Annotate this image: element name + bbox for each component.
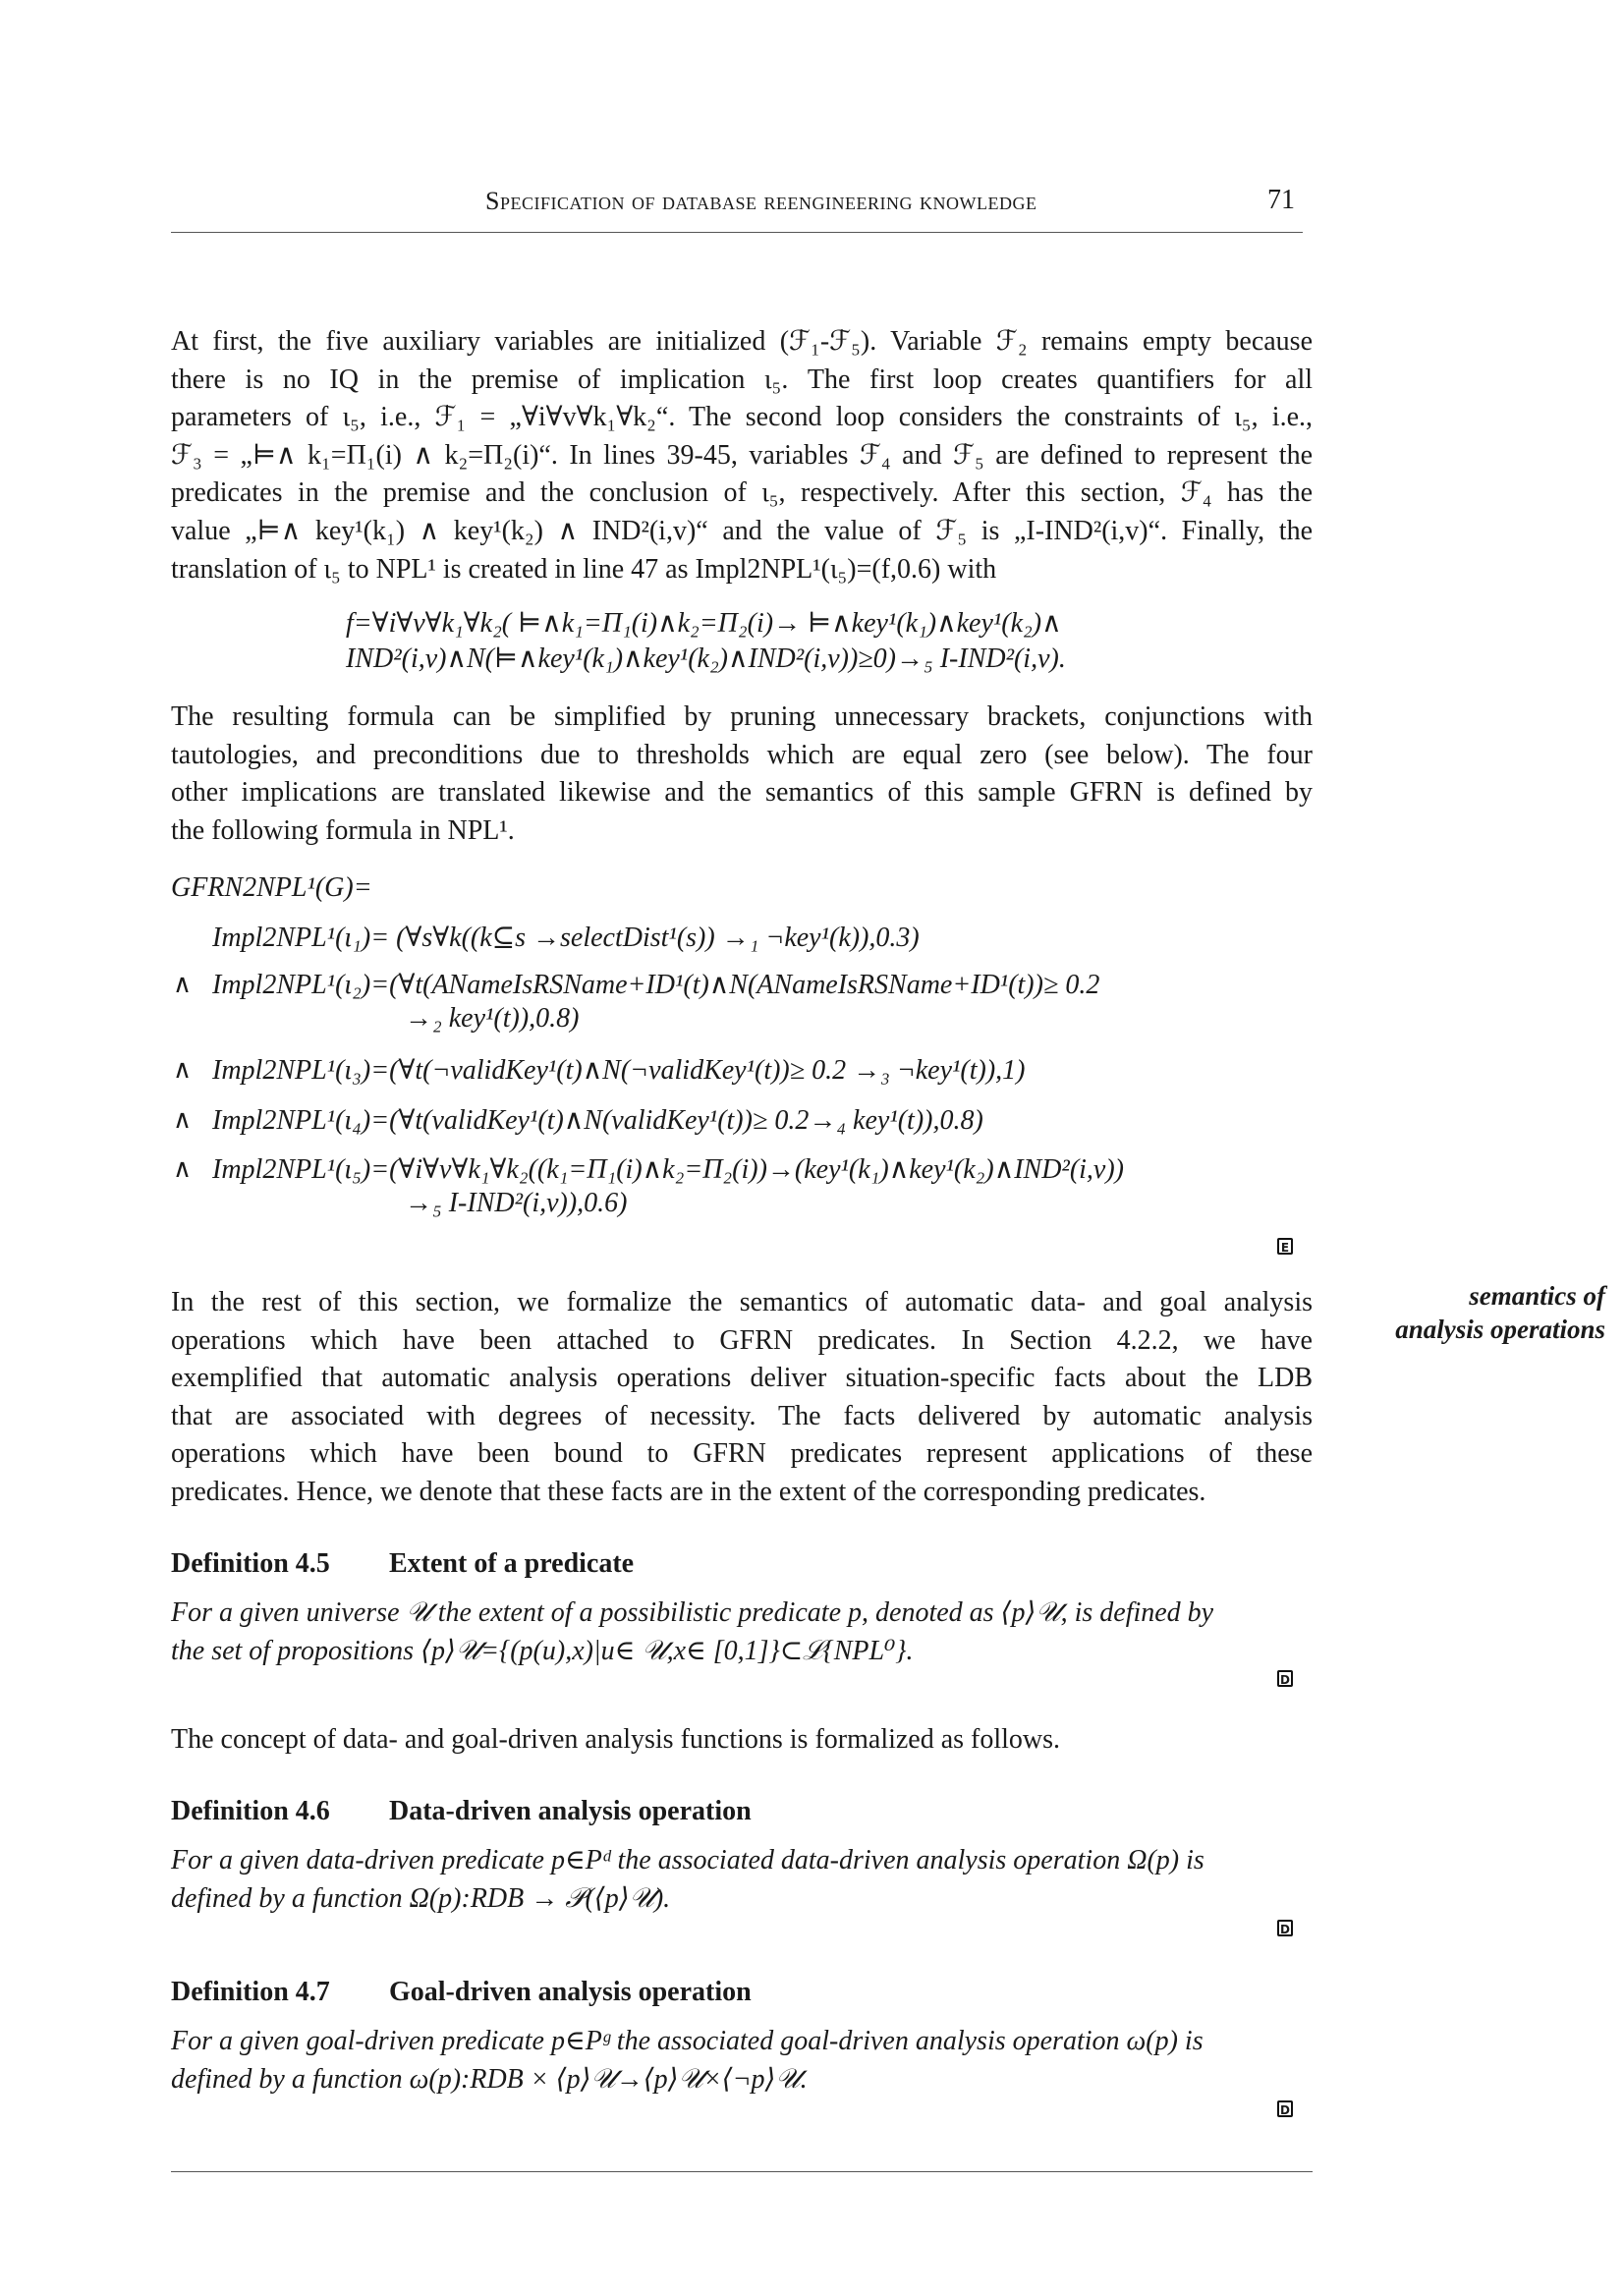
impl-5-line2: →₅ I-IND²(i,v)),0.6)	[405, 1188, 628, 1218]
formula-f-line2: IND²(i,v)∧N(⊨∧key¹(k₁)∧key¹(k₂)∧IND²(i,v))≥0)→₅ I-IND²(i,v).	[346, 644, 1066, 674]
definition-line: defined by a function Ω(p):RDB → 𝒫(⟨p⟩𝒰).	[171, 1882, 671, 1914]
text-line: predicates. Hence, we denote that these facts are in the extent of the corresponding predicates.	[171, 1476, 1206, 1507]
definition-end-icon: D	[1277, 1920, 1293, 1936]
text-line: that are associated with degrees of necessity. The facts delivered by automatic analysis	[171, 1400, 1313, 1431]
margin-note	[1338, 1279, 1605, 1346]
text-line: In the rest of this section, we formalize the semantics of automatic data- and goal analysis	[171, 1287, 1313, 1317]
definition-title: Data-driven analysis operation	[389, 1796, 752, 1826]
text-line: predicates in the premise and the conclusion of ι₅, respectively. After this section, ℱ₄ has the	[171, 477, 1313, 509]
definition-body	[171, 1842, 1313, 1918]
running-title: Specification of database reengineering knowledge	[485, 187, 1037, 215]
impl-2-line1: Impl2NPL¹(ι₂)=(∀t(ANameIsRSName+ID¹(t)∧N(ANameIsRSName+ID¹(t))≥ 0.2	[212, 970, 1100, 1000]
text-line: At first, the five auxiliary variables are initialized (ℱ₁-ℱ₅). Variable ℱ₂ remains empty because	[171, 326, 1313, 357]
paragraph-simplification	[171, 699, 1313, 850]
definition-number: Definition 4.5	[171, 1548, 330, 1579]
text-line: ℱ₃ = „⊨∧ k₁=Π₁(i) ∧ k₂=Π₂(i)“. In lines 39-45, variables ℱ₄ and ℱ₅ are defined to represent the	[171, 439, 1313, 471]
page-number: 71	[1267, 185, 1295, 215]
definition-line: For a given goal-driven predicate p∈Pᵍ the associated goal-driven analysis operation ω(p) is	[171, 2026, 1204, 2056]
conjunction-symbol: ∧	[173, 1055, 193, 1084]
definition-number: Definition 4.7	[171, 1977, 330, 2007]
conjunction-symbol: ∧	[173, 970, 193, 998]
example-end-icon: E	[1277, 1238, 1293, 1255]
conjunction-symbol: ∧	[173, 1105, 193, 1134]
margin-note-line: analysis operations	[1395, 1315, 1605, 1344]
definition-line: For a given universe 𝒰 the extent of a possibilistic predicate p, denoted as ⟨p⟩𝒰, is defined by	[171, 1597, 1214, 1628]
definition-line: For a given data-driven predicate p∈Pᵈ the associated data-driven analysis operation Ω(p) is	[171, 1845, 1204, 1875]
definition-title: Goal-driven analysis operation	[389, 1977, 752, 2007]
definition-heading	[171, 1977, 752, 2008]
impl-2-line2: →₂ key¹(t)),0.8)	[405, 1003, 580, 1034]
text-line: parameters of ι₅, i.e., ℱ₁ = „∀i∀v∀k₁∀k₂“. The second loop considers the constraints of ι₅, i.e.,	[171, 402, 1313, 433]
text-line: The concept of data- and goal-driven analysis functions is formalized as follows.	[171, 1724, 1061, 1755]
impl-4: Impl2NPL¹(ι₄)=(∀t(validKey¹(t)∧N(validKey¹(t))≥ 0.2→₄ key¹(t)),0.8)	[212, 1105, 983, 1136]
definition-end-icon: D	[1277, 2100, 1293, 2117]
running-head	[171, 183, 1303, 233]
text-line: other implications are translated likewise and the semantics of this sample GFRN is defined by	[171, 777, 1313, 809]
text-line: operations which have been bound to GFRN predicates represent applications of these	[171, 1438, 1313, 1470]
definition-title: Extent of a predicate	[389, 1548, 635, 1579]
gfrn-head: GFRN2NPL¹(G)=	[171, 872, 372, 903]
formula-f-line1: f=∀i∀v∀k₁∀k₂( ⊨∧k₁=Π₁(i)∧k₂=Π₂(i)→ ⊨∧key¹(k₁)∧key¹(k₂)∧	[346, 608, 1062, 639]
definition-end-icon: D	[1277, 1670, 1293, 1687]
definition-line: the set of propositions ⟨p⟩𝒰={(p(u),x)|u∈ 𝒰,x∈ [0,1]}⊂ℒ{NPL⁰}.	[171, 1635, 914, 1666]
definition-body	[171, 2023, 1313, 2099]
impl-1: Impl2NPL¹(ι₁)= (∀s∀k((k⊆s →selectDist¹(s)) →₁ ¬key¹(k)),0.3)	[212, 923, 920, 953]
definition-line: defined by a function ω(p):RDB × ⟨p⟩𝒰→⟨p⟩𝒰×⟨¬p⟩𝒰.	[171, 2063, 808, 2095]
definition-number: Definition 4.6	[171, 1796, 330, 1826]
impl-3: Impl2NPL¹(ι₃)=(∀t(¬validKey¹(t)∧N(¬validKey¹(t))≥ 0.2 →₃ ¬key¹(t)),1)	[212, 1055, 1026, 1086]
definition-heading	[171, 1796, 752, 1827]
definition-heading	[171, 1548, 635, 1580]
footer-rule	[171, 2171, 1313, 2172]
margin-note-line: semantics of	[1469, 1281, 1605, 1311]
text-line: value „⊨∧ key¹(k₁) ∧ key¹(k₂) ∧ IND²(i,v)“ and the value of ℱ₅ is „I-IND²(i,v)“. Finally, the	[171, 515, 1313, 546]
text-line: operations which have been attached to GFRN predicates. In Section 4.2.2, we have	[171, 1324, 1313, 1356]
text-line: tautologies, and preconditions due to thresholds which are equal zero (see below). The four	[171, 739, 1313, 770]
text-line: exemplified that automatic analysis operations deliver situation-specific facts about the LDB	[171, 1363, 1313, 1394]
paragraph-transition	[171, 1721, 1313, 1760]
paragraph-semantics	[171, 1284, 1313, 1512]
conjunction-symbol: ∧	[173, 1154, 193, 1183]
definition-body	[171, 1595, 1313, 1670]
text-line: translation of ι₅ to NPL¹ is created in line 47 as Impl2NPL¹(ι₅)=(f,0.6) with	[171, 553, 997, 585]
impl-5-line1: Impl2NPL¹(ι₅)=(∀i∀v∀k₁∀k₂((k₁=Π₁(i)∧k₂=Π₂(i))→(key¹(k₁)∧key¹(k₂)∧IND²(i,v))	[212, 1154, 1125, 1185]
text-line: The resulting formula can be simplified by pruning unnecessary brackets, conjunctions with	[171, 701, 1313, 732]
text-line: the following formula in NPL¹.	[171, 814, 515, 846]
paragraph-initialization	[171, 323, 1313, 588]
text-line: there is no IQ in the premise of implication ι₅. The first loop creates quantifiers for all	[171, 364, 1313, 395]
